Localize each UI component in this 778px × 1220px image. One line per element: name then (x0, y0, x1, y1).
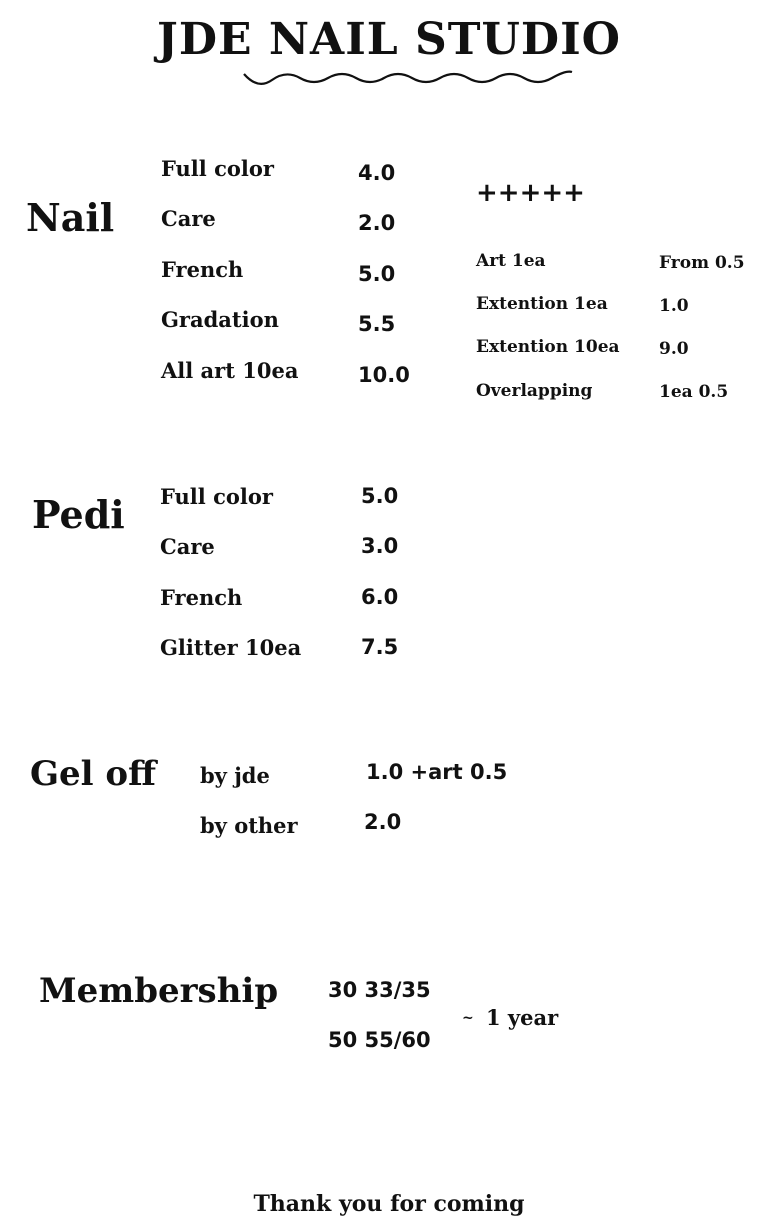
nail-extra-price: 1ea 0.5 (659, 382, 729, 402)
nail-extra-label: Extention 1ea (476, 294, 608, 314)
membership-tilde: ~ (462, 1010, 474, 1026)
nail-item-label: Gradation (161, 307, 279, 332)
nail-extra-label: Art 1ea (476, 251, 546, 271)
nail-item-price: 2.0 (358, 211, 396, 235)
pedi-item-label: Care (160, 534, 215, 559)
pedi-item-label: Glitter 10ea (160, 635, 302, 660)
nail-item-price: 4.0 (358, 161, 396, 185)
nail-item-price: 10.0 (358, 363, 410, 387)
pedi-item-label: Full color (160, 484, 273, 509)
studio-title: JDE NAIL STUDIO (157, 14, 621, 65)
nail-extra-label: Extention 10ea (476, 337, 620, 357)
nail-item-label: Care (161, 206, 216, 231)
membership-tier: 50 55/60 (328, 1028, 431, 1052)
pedi-item-price: 5.0 (361, 484, 399, 508)
section-membership-heading: Membership (39, 971, 279, 1011)
nail-item-label: Full color (161, 156, 274, 181)
nail-item-price: 5.5 (358, 312, 396, 336)
membership-duration: 1 year (486, 1005, 559, 1030)
nail-item-label: French (161, 257, 244, 282)
thank-you-message: Thank you for coming (253, 1191, 525, 1217)
pedi-item-price: 3.0 (361, 534, 399, 558)
pedi-item-price: 7.5 (361, 635, 399, 659)
section-geloff-heading: Gel off (30, 754, 157, 794)
section-pedi-heading: Pedi (32, 492, 125, 537)
pedi-item-price: 6.0 (361, 585, 399, 609)
nail-item-price: 5.0 (358, 262, 396, 286)
nail-extra-price: 9.0 (659, 339, 689, 359)
wave-divider-icon (240, 68, 575, 92)
geloff-item-label: by jde (200, 763, 270, 788)
nail-extra-label: Overlapping (476, 381, 593, 401)
geloff-item-price: 2.0 (364, 810, 402, 834)
nail-item-label: All art 10ea (161, 358, 299, 383)
geloff-item-label: by other (200, 813, 298, 838)
pedi-item-label: French (160, 585, 243, 610)
nail-extra-price: From 0.5 (659, 253, 745, 273)
section-nail-heading: Nail (26, 195, 115, 240)
nail-extras-heading: +++++ (476, 178, 585, 208)
membership-tier: 30 33/35 (328, 978, 431, 1002)
nail-extra-price: 1.0 (659, 296, 689, 316)
geloff-item-price: 1.0 +art 0.5 (366, 760, 508, 784)
